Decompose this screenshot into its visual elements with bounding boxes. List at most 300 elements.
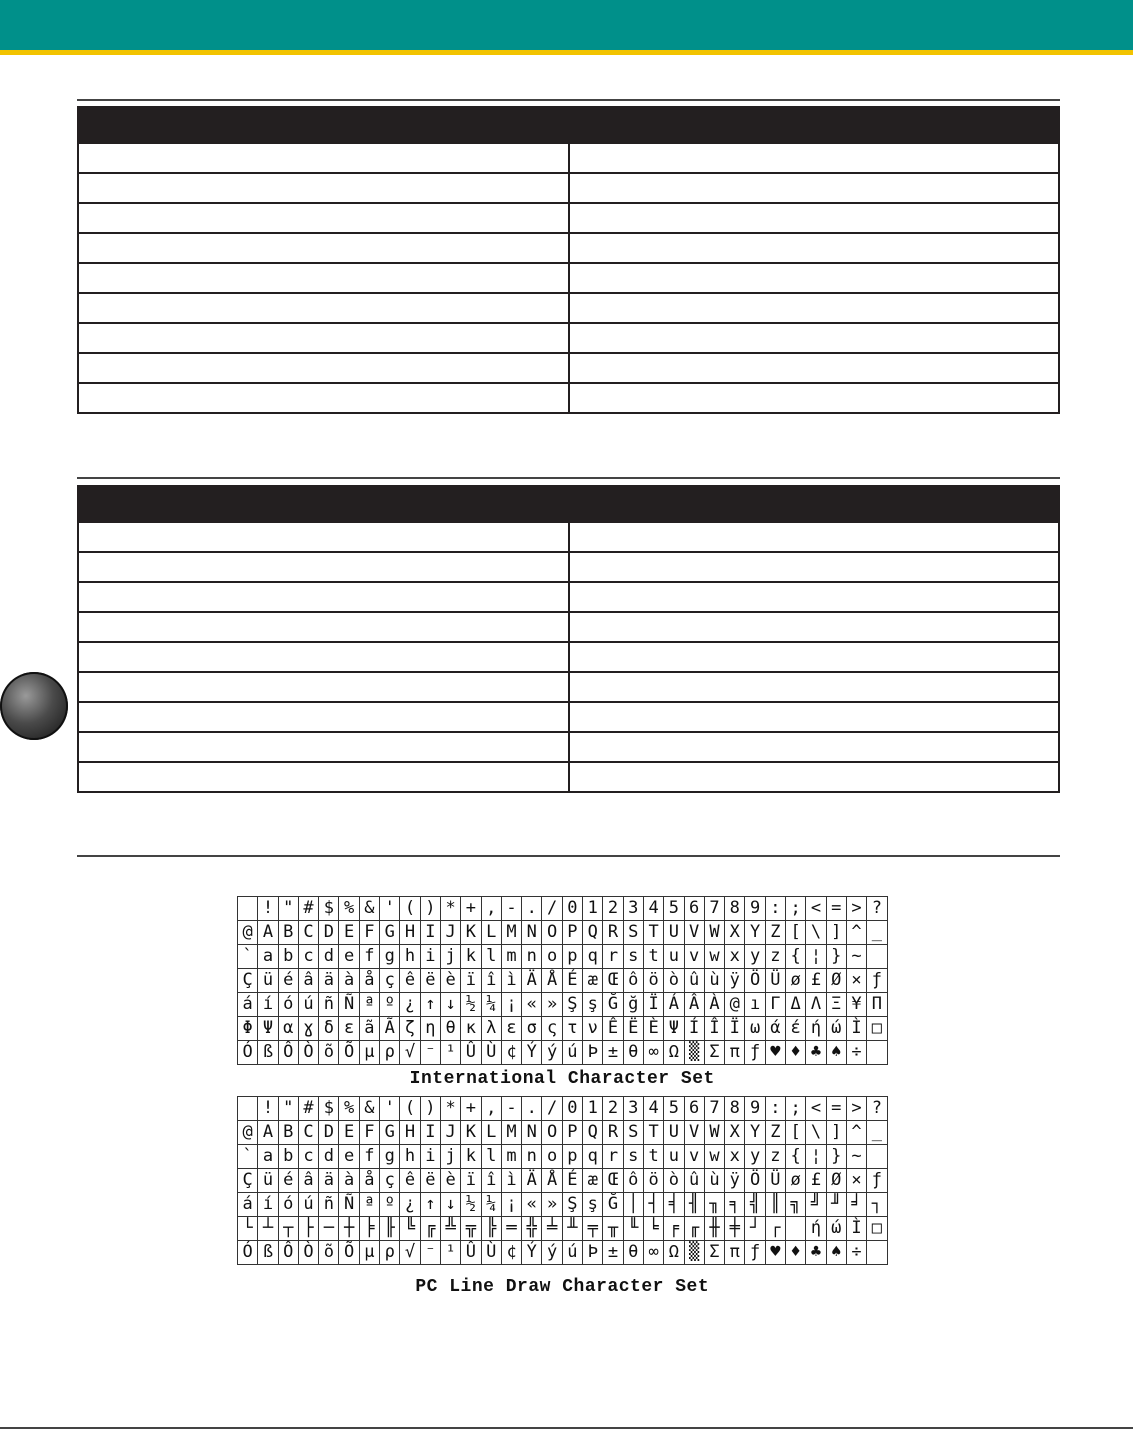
table-cell <box>78 702 569 732</box>
glyph-cell: N <box>522 921 542 945</box>
glyph-cell: ƒ <box>745 1041 765 1065</box>
glyph-cell: i <box>420 945 440 969</box>
table-cell <box>78 383 569 413</box>
glyph-cell: È <box>643 1017 663 1041</box>
table-cell <box>569 732 1060 762</box>
glyph-cell: s <box>623 1145 643 1169</box>
glyph-cell: ╢ <box>684 1193 704 1217</box>
glyph-cell: n <box>522 945 542 969</box>
glyph-cell: ╤ <box>583 1217 603 1241</box>
glyph-cell: Y <box>745 921 765 945</box>
glyph-cell: 6 <box>684 897 704 921</box>
glyph-cell: ♣ <box>806 1241 826 1265</box>
glyph-cell: & <box>359 1097 379 1121</box>
glyph-cell: ½ <box>461 993 481 1017</box>
glyph-cell: : <box>765 1097 785 1121</box>
glyph-cell: º <box>380 1193 400 1217</box>
glyph-cell <box>238 1097 258 1121</box>
glyph-cell: ` <box>238 1145 258 1169</box>
glyph-cell: τ <box>562 1017 582 1041</box>
charset-caption: PC Line Draw Character Set <box>415 1277 710 1297</box>
table-cell <box>78 672 569 702</box>
glyph-cell: Õ <box>339 1041 359 1065</box>
glyph-cell: é <box>278 1169 298 1193</box>
glyph-cell: û <box>684 1169 704 1193</box>
glyph-cell: } <box>826 1145 846 1169</box>
glyph-cell: ª <box>359 993 379 1017</box>
glyph-cell: δ <box>319 1017 339 1041</box>
charset-grid <box>237 896 888 1065</box>
glyph-cell: µ <box>359 1241 379 1265</box>
glyph-cell: Ò <box>298 1241 318 1265</box>
glyph-cell: S <box>623 921 643 945</box>
table-header-cell <box>78 486 569 522</box>
glyph-cell: Ω <box>664 1041 684 1065</box>
glyph-cell: Ñ <box>339 993 359 1017</box>
glyph-cell <box>238 897 258 921</box>
glyph-cell: O <box>542 921 562 945</box>
glyph-cell <box>867 1145 887 1169</box>
glyph-cell: Ì <box>846 1217 866 1241</box>
glyph-cell: c <box>298 945 318 969</box>
glyph-cell: ┐ <box>867 1193 887 1217</box>
table-cell <box>78 293 569 323</box>
glyph-cell: è <box>440 969 460 993</box>
glyph-cell: ┬ <box>278 1217 298 1241</box>
glyph-cell: 6 <box>684 1097 704 1121</box>
glyph-cell: > <box>846 897 866 921</box>
glyph-cell: { <box>786 1145 806 1169</box>
glyph-cell: v <box>684 945 704 969</box>
glyph-cell: P <box>562 921 582 945</box>
glyph-cell: º <box>380 993 400 1017</box>
glyph-cell: Þ <box>583 1241 603 1265</box>
glyph-cell: × <box>846 969 866 993</box>
glyph-cell: Ğ <box>603 993 623 1017</box>
glyph-cell <box>867 1241 887 1265</box>
glyph-cell: ' <box>380 897 400 921</box>
glyph-cell: ┤ <box>643 1193 663 1217</box>
glyph-cell: ρ <box>380 1241 400 1265</box>
glyph-cell: ɣ <box>298 1017 318 1041</box>
glyph-cell: ╞ <box>359 1217 379 1241</box>
glyph-cell: s <box>623 945 643 969</box>
glyph-cell: õ <box>319 1241 339 1265</box>
charset-row <box>238 969 888 993</box>
glyph-cell: ş <box>583 993 603 1017</box>
charset-row <box>238 1241 888 1265</box>
glyph-cell: Ψ <box>258 1017 278 1041</box>
table-row <box>78 612 1059 642</box>
glyph-cell: L <box>481 921 501 945</box>
glyph-cell: k <box>461 1145 481 1169</box>
glyph-cell: p <box>562 945 582 969</box>
glyph-cell: % <box>339 1097 359 1121</box>
glyph-cell: < <box>806 897 826 921</box>
glyph-cell: ï <box>461 1169 481 1193</box>
glyph-cell: ÿ <box>725 1169 745 1193</box>
glyph-cell: x <box>725 945 745 969</box>
glyph-cell: Π <box>867 993 887 1017</box>
glyph-cell: ♥ <box>765 1241 785 1265</box>
glyph-cell: æ <box>583 1169 603 1193</box>
glyph-cell: ñ <box>319 993 339 1017</box>
glyph-cell: Õ <box>339 1241 359 1265</box>
glyph-cell: + <box>461 1097 481 1121</box>
charset-row <box>238 945 888 969</box>
glyph-cell: ┼ <box>339 1217 359 1241</box>
glyph-cell: ƒ <box>867 1169 887 1193</box>
glyph-cell: ú <box>562 1241 582 1265</box>
table-row <box>78 672 1059 702</box>
charset-row <box>238 1145 888 1169</box>
glyph-cell: Q <box>583 1121 603 1145</box>
glyph-cell: X <box>725 921 745 945</box>
charset-row <box>238 1217 888 1241</box>
glyph-cell: ô <box>623 969 643 993</box>
glyph-cell: V <box>684 1121 704 1145</box>
glyph-cell: Ù <box>481 1041 501 1065</box>
glyph-cell: ¢ <box>501 1041 521 1065</box>
glyph-cell: ¢ <box>501 1241 521 1265</box>
table-row <box>78 353 1059 383</box>
charset-row <box>238 1041 888 1065</box>
table-cell <box>78 203 569 233</box>
glyph-cell: ë <box>420 1169 440 1193</box>
glyph-cell: Σ <box>704 1041 724 1065</box>
glyph-cell: 9 <box>745 1097 765 1121</box>
glyph-cell: t <box>643 945 663 969</box>
glyph-cell: R <box>603 921 623 945</box>
glyph-cell: g <box>380 945 400 969</box>
glyph-cell: x <box>725 1145 745 1169</box>
glyph-cell: ƒ <box>745 1241 765 1265</box>
charset-row <box>238 1169 888 1193</box>
glyph-cell: Œ <box>603 969 623 993</box>
table-cell <box>569 353 1060 383</box>
glyph-cell: ─ <box>319 1217 339 1241</box>
glyph-cell: ╩ <box>440 1217 460 1241</box>
glyph-cell: έ <box>786 1017 806 1041</box>
glyph-cell: ï <box>461 969 481 993</box>
glyph-cell: ╬ <box>522 1217 542 1241</box>
table-header-cell <box>78 107 569 143</box>
glyph-cell: o <box>542 1145 562 1169</box>
glyph-cell: \ <box>806 921 826 945</box>
glyph-cell: ς <box>542 1017 562 1041</box>
table-row <box>78 173 1059 203</box>
glyph-cell: £ <box>806 1169 826 1193</box>
glyph-cell: θ <box>623 1241 643 1265</box>
glyph-cell: ü <box>258 969 278 993</box>
glyph-cell: ♦ <box>786 1041 806 1065</box>
glyph-cell: ê <box>400 1169 420 1193</box>
glyph-cell: 8 <box>725 1097 745 1121</box>
glyph-cell: j <box>440 1145 460 1169</box>
glyph-cell: Ê <box>603 1017 623 1041</box>
glyph-cell: ^ <box>846 1121 866 1145</box>
table-row <box>78 552 1059 582</box>
table-cell <box>569 383 1060 413</box>
glyph-cell: u <box>664 1145 684 1169</box>
glyph-cell: \ <box>806 1121 826 1145</box>
glyph-cell: î <box>481 969 501 993</box>
glyph-cell: C <box>298 1121 318 1145</box>
glyph-cell: d <box>319 945 339 969</box>
glyph-cell: B <box>278 1121 298 1145</box>
charset-row <box>238 897 888 921</box>
table-cell <box>78 762 569 792</box>
glyph-cell: g <box>380 1145 400 1169</box>
glyph-cell: < <box>806 1097 826 1121</box>
glyph-cell: ╕ <box>725 1193 745 1217</box>
table-cell <box>78 353 569 383</box>
glyph-cell: â <box>298 969 318 993</box>
glyph-cell: ] <box>826 1121 846 1145</box>
glyph-cell: b <box>278 945 298 969</box>
glyph-cell: ↑ <box>420 993 440 1017</box>
glyph-cell: Λ <box>806 993 826 1017</box>
table-cell <box>78 612 569 642</box>
glyph-cell: l <box>481 1145 501 1169</box>
glyph-cell: d <box>319 1145 339 1169</box>
table-cell <box>78 143 569 173</box>
glyph-cell: ý <box>542 1041 562 1065</box>
top-banner <box>0 0 1133 50</box>
charset-row <box>238 1121 888 1145</box>
glyph-cell: H <box>400 1121 420 1145</box>
glyph-cell: ¹ <box>440 1241 460 1265</box>
table-cell <box>569 642 1060 672</box>
glyph-cell: ♠ <box>826 1041 846 1065</box>
glyph-cell: [ <box>786 1121 806 1145</box>
glyph-cell: « <box>522 1193 542 1217</box>
glyph-cell: Ó <box>238 1041 258 1065</box>
glyph-cell: Ξ <box>826 993 846 1017</box>
glyph-cell: ô <box>623 1169 643 1193</box>
table-cell <box>78 233 569 263</box>
glyph-cell: S <box>623 1121 643 1145</box>
glyph-cell: Ã <box>380 1017 400 1041</box>
glyph-cell: í <box>258 993 278 1017</box>
glyph-cell: ╪ <box>725 1217 745 1241</box>
glyph-cell: ♦ <box>786 1241 806 1265</box>
table-cell <box>78 173 569 203</box>
glyph-cell: ά <box>765 1017 785 1041</box>
table-row <box>78 732 1059 762</box>
top-accent-stripe <box>0 50 1133 55</box>
glyph-cell: ) <box>420 897 440 921</box>
glyph-cell <box>786 1217 806 1241</box>
glyph-cell: Á <box>664 993 684 1017</box>
glyph-cell: é <box>278 969 298 993</box>
table-cell <box>569 582 1060 612</box>
glyph-cell: / <box>542 1097 562 1121</box>
glyph-cell: ¿ <box>400 1193 420 1217</box>
charset-grid <box>237 1096 888 1265</box>
glyph-cell: ì <box>501 1169 521 1193</box>
glyph-cell: ╔ <box>420 1217 440 1241</box>
glyph-cell: ├ <box>298 1217 318 1241</box>
glyph-cell: p <box>562 1145 582 1169</box>
glyph-cell: Ψ <box>664 1017 684 1041</box>
glyph-cell: ν <box>583 1017 603 1041</box>
glyph-cell: ╣ <box>745 1193 765 1217</box>
glyph-cell: ¡ <box>501 993 521 1017</box>
table-cell <box>569 762 1060 792</box>
table-cell <box>78 582 569 612</box>
table-row <box>78 762 1059 792</box>
glyph-cell: ? <box>867 897 887 921</box>
glyph-cell: w <box>704 945 724 969</box>
table-cell <box>569 293 1060 323</box>
glyph-cell: ╝ <box>806 1193 826 1217</box>
section-rule-2 <box>77 477 1060 479</box>
glyph-cell: [ <box>786 921 806 945</box>
glyph-cell: Ø <box>826 969 846 993</box>
glyph-cell: ½ <box>461 1193 481 1217</box>
table-row <box>78 203 1059 233</box>
glyph-cell: » <box>542 993 562 1017</box>
glyph-cell: ä <box>319 1169 339 1193</box>
glyph-cell: Ω <box>664 1241 684 1265</box>
glyph-cell: L <box>481 1121 501 1145</box>
glyph-cell: 2 <box>603 897 623 921</box>
glyph-cell: Y <box>745 1121 765 1145</box>
glyph-cell: 4 <box>643 897 663 921</box>
table-row <box>78 143 1059 173</box>
glyph-cell: ø <box>786 969 806 993</box>
glyph-cell: z <box>765 1145 785 1169</box>
glyph-cell <box>867 1041 887 1065</box>
glyph-cell: E <box>339 1121 359 1145</box>
glyph-cell: ή <box>806 1017 826 1041</box>
glyph-cell: ' <box>380 1097 400 1121</box>
glyph-cell: ± <box>603 1041 623 1065</box>
glyph-cell: ş <box>583 1193 603 1217</box>
glyph-cell: Ý <box>522 1241 542 1265</box>
glyph-cell: r <box>603 945 623 969</box>
glyph-cell: W <box>704 1121 724 1145</box>
glyph-cell: > <box>846 1097 866 1121</box>
glyph-cell: ╒ <box>664 1217 684 1241</box>
glyph-cell: o <box>542 945 562 969</box>
glyph-cell: ζ <box>400 1017 420 1041</box>
glyph-cell: E <box>339 921 359 945</box>
glyph-cell: c <box>298 1145 318 1169</box>
glyph-cell: ¦ <box>806 1145 826 1169</box>
glyph-cell: ║ <box>765 1193 785 1217</box>
glyph-cell: 5 <box>664 1097 684 1121</box>
glyph-cell: ƒ <box>867 969 887 993</box>
glyph-cell: Î <box>704 1017 724 1041</box>
glyph-cell: X <box>725 1121 745 1145</box>
table-cell <box>569 143 1060 173</box>
glyph-cell: Q <box>583 921 603 945</box>
glyph-cell: À <box>704 993 724 1017</box>
glyph-cell: ω <box>745 1017 765 1041</box>
glyph-cell: ▒ <box>684 1241 704 1265</box>
table-row <box>78 323 1059 353</box>
glyph-cell: $ <box>319 1097 339 1121</box>
glyph-cell: J <box>440 921 460 945</box>
glyph-cell: ♣ <box>806 1041 826 1065</box>
glyph-cell: π <box>725 1241 745 1265</box>
glyph-cell: B <box>278 921 298 945</box>
charset-row <box>238 1017 888 1041</box>
glyph-cell: Í <box>684 1017 704 1041</box>
table-cell <box>78 522 569 552</box>
glyph-cell: U <box>664 1121 684 1145</box>
glyph-cell: / <box>542 897 562 921</box>
glyph-cell: Ö <box>745 969 765 993</box>
glyph-cell: U <box>664 921 684 945</box>
glyph-cell: # <box>298 897 318 921</box>
glyph-cell: t <box>643 1145 663 1169</box>
glyph-cell: O <box>542 1121 562 1145</box>
glyph-cell: { <box>786 945 806 969</box>
glyph-cell: ⁻ <box>420 1241 440 1265</box>
table-cell <box>78 732 569 762</box>
glyph-cell: Å <box>542 969 562 993</box>
glyph-cell: √ <box>400 1041 420 1065</box>
glyph-cell: F <box>359 921 379 945</box>
glyph-cell: z <box>765 945 785 969</box>
glyph-cell: P <box>562 1121 582 1145</box>
glyph-cell: T <box>643 1121 663 1145</box>
glyph-cell: ╟ <box>380 1217 400 1241</box>
section-rule-3 <box>77 855 1060 857</box>
glyph-cell: ╧ <box>542 1217 562 1241</box>
glyph-cell: m <box>501 1145 521 1169</box>
glyph-cell: ¼ <box>481 1193 501 1217</box>
glyph-cell: ↓ <box>440 1193 460 1217</box>
table-row <box>78 263 1059 293</box>
glyph-cell: @ <box>238 921 258 945</box>
chapter-tab-marker <box>0 672 68 740</box>
table-cell <box>569 522 1060 552</box>
glyph-cell: ù <box>704 969 724 993</box>
glyph-cell: ` <box>238 945 258 969</box>
glyph-cell: ┴ <box>258 1217 278 1241</box>
glyph-cell: I <box>420 921 440 945</box>
glyph-cell: ¡ <box>501 1193 521 1217</box>
glyph-cell: ╗ <box>786 1193 806 1217</box>
glyph-cell: ] <box>826 921 846 945</box>
glyph-cell: = <box>826 897 846 921</box>
glyph-cell: ¿ <box>400 993 420 1017</box>
glyph-cell: ╨ <box>562 1217 582 1241</box>
glyph-cell: 9 <box>745 897 765 921</box>
glyph-cell: å <box>359 969 379 993</box>
pc-line-draw-charset <box>237 1096 888 1299</box>
parameter-table-1 <box>77 106 1060 414</box>
glyph-cell: Δ <box>786 993 806 1017</box>
table-cell <box>569 203 1060 233</box>
glyph-cell: ! <box>258 897 278 921</box>
glyph-cell: ± <box>603 1241 623 1265</box>
glyph-cell: ó <box>278 1193 298 1217</box>
glyph-cell: Ä <box>522 1169 542 1193</box>
glyph-cell: K <box>461 921 481 945</box>
glyph-cell: 3 <box>623 897 643 921</box>
glyph-cell: ğ <box>623 993 643 1017</box>
glyph-cell: 7 <box>704 897 724 921</box>
glyph-cell: κ <box>461 1017 481 1041</box>
glyph-cell: % <box>339 897 359 921</box>
glyph-cell: à <box>339 969 359 993</box>
glyph-cell: Ç <box>238 969 258 993</box>
